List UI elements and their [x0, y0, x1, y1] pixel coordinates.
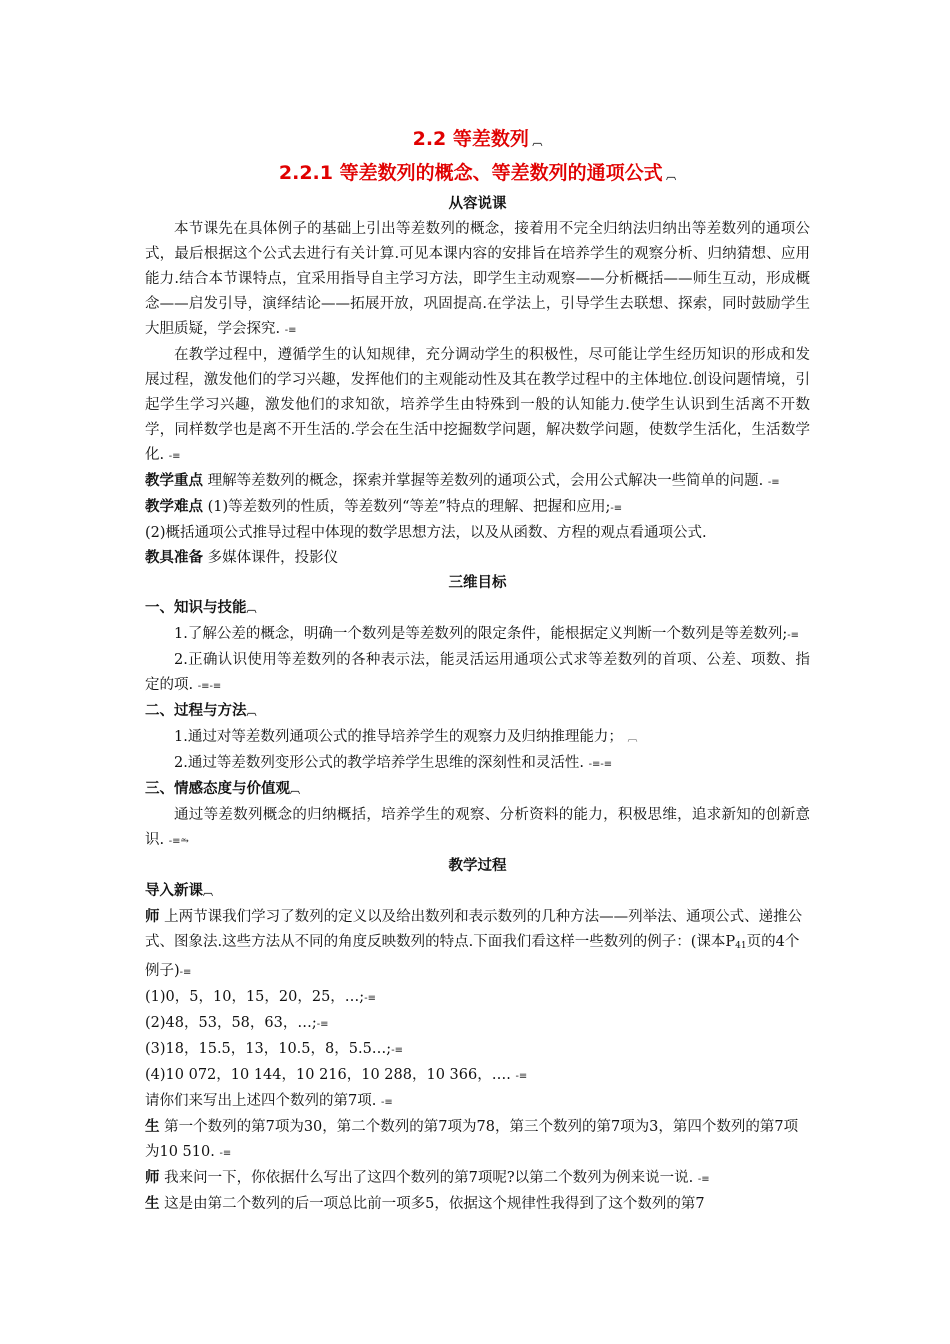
intro-heading: 导入新课︹: [145, 883, 213, 899]
section-talk-heading: 从容说课: [448, 196, 507, 212]
teacher-line-2: 师 我来问一下，你依据什么写出了这四个数列的第7项呢?以第二个数列为例来说一说. -≡: [145, 1170, 710, 1186]
example-3: (3)18，15.5，13，10.5，8，5.5…;-≡: [145, 1041, 403, 1057]
document-page: [145, 124, 810, 1217]
student-line-1: 生 第一个数列的第7项为30，第二个数列的第7项为78，第三个数列的第7项为3，第四个数列的第7项为10 510. -≡: [145, 1119, 799, 1160]
goal-3-item-1: 通过等差数列概念的归纳概括，培养学生的观察、分析资料的能力，积极思维，追求新知的创新意识. -≡⥲: [145, 807, 810, 848]
talk-paragraph-2: 在教学过程中，遵循学生的认知规律，充分调动学生的积极性，尽可能让学生经历知识的形成和发展过程，激发他们的学习兴趣，发挥他们的主观能动性及其在教学过程中的主体地位.创设问题情境，引起学生学习兴趣，激发他们的求知欲，培养学生由特殊到一般的认知能力.使学生认识到生活离不开数学，同样数学也是离不开生活的.学会在生活中挖掘数学问题，解决数学问题，使数学生活化，生活数学化. -≡: [145, 347, 810, 463]
key-points: 教学重点 理解等差数列的概念，探索并掌握等差数列的通项公式，会用公式解决一些简单的问题. -≡: [145, 473, 780, 489]
goal-2-item-1: 1.通过对等差数列通项公式的推导培养学生的观察力及归纳推理能力； ︹: [174, 729, 638, 745]
subtitle: 2.2.1 等差数列的概念、等差数列的通项公式 ︹: [278, 162, 677, 184]
teacher-line-1: 师 上两节课我们学习了数列的定义以及给出数列和表示数列的几种方法——列举法、通项公式、递推公式、图象法.这些方法从不同的角度反映数列的特点.下面我们看这样一些数列的例子：(课本$P_{41}$页的4个例子)-≡: [145, 909, 803, 979]
goal-1-item-2: 2.正确认识使用等差数列的各种表示法，能灵活运用通项公式求等差数列的首项、公差、项数、指定的项. -≡-≡: [145, 652, 810, 693]
goal-2-heading: 二、过程与方法︹: [145, 703, 257, 719]
talk-paragraph-1: 本节课先在具体例子的基础上引出等差数列的概念，接着用不完全归纳法归纳出等差数列的通项公式，最后根据这个公式去进行有关计算.可见本课内容的安排旨在培养学生的观察分析、归纳猜想、应用能力.结合本节课特点，宜采用指导自主学习方法，即学生主动观察——分析概括——师生互动，形成概念——启发引导，演绎结论——拓展开放，巩固提高.在学法上，引导学生去联想、探索，同时鼓励学生大胆质疑，学会探究. -≡: [145, 221, 810, 337]
example-4: (4)10 072，10 144，10 216，10 288，10 366，…. -≡: [145, 1067, 528, 1083]
teaching-tools: 教具准备 多媒体课件，投影仪: [145, 550, 339, 566]
ask-line: 请你们来写出上述四个数列的第7项. -≡: [145, 1093, 393, 1109]
section-goals-heading: 三维目标: [448, 575, 507, 591]
student-line-2: 生 这是由第二个数列的后一项总比前一项多5，依据这个规律性我得到了这个数列的第7: [145, 1196, 705, 1212]
goal-1-heading: 一、知识与技能︹: [145, 600, 257, 616]
section-process-heading: 教学过程: [448, 858, 507, 874]
example-2: (2)48，53，58，63，…;-≡: [145, 1015, 329, 1031]
goal-2-item-2: 2.通过等差数列变形公式的教学培养学生思维的深刻性和灵活性. -≡-≡: [174, 755, 613, 771]
difficult-points: 教学难点 (1)等差数列的性质，等差数列“等差”特点的理解、把握和应用;-≡: [145, 499, 623, 515]
goal-1-item-1: 1.了解公差的概念，明确一个数列是等差数列的限定条件，能根据定义判断一个数列是等差数列;-≡: [174, 626, 799, 642]
title: 2.2 等差数列 ︹: [412, 128, 543, 150]
difficult-points-2: (2)概括通项公式推导过程中体现的数学思想方法，以及从函数、方程的观点看通项公式.: [145, 525, 707, 541]
goal-3-heading: 三、情感态度与价值观︹: [145, 781, 300, 797]
example-1: (1)0，5，10，15，20，25，…;-≡: [145, 989, 376, 1005]
